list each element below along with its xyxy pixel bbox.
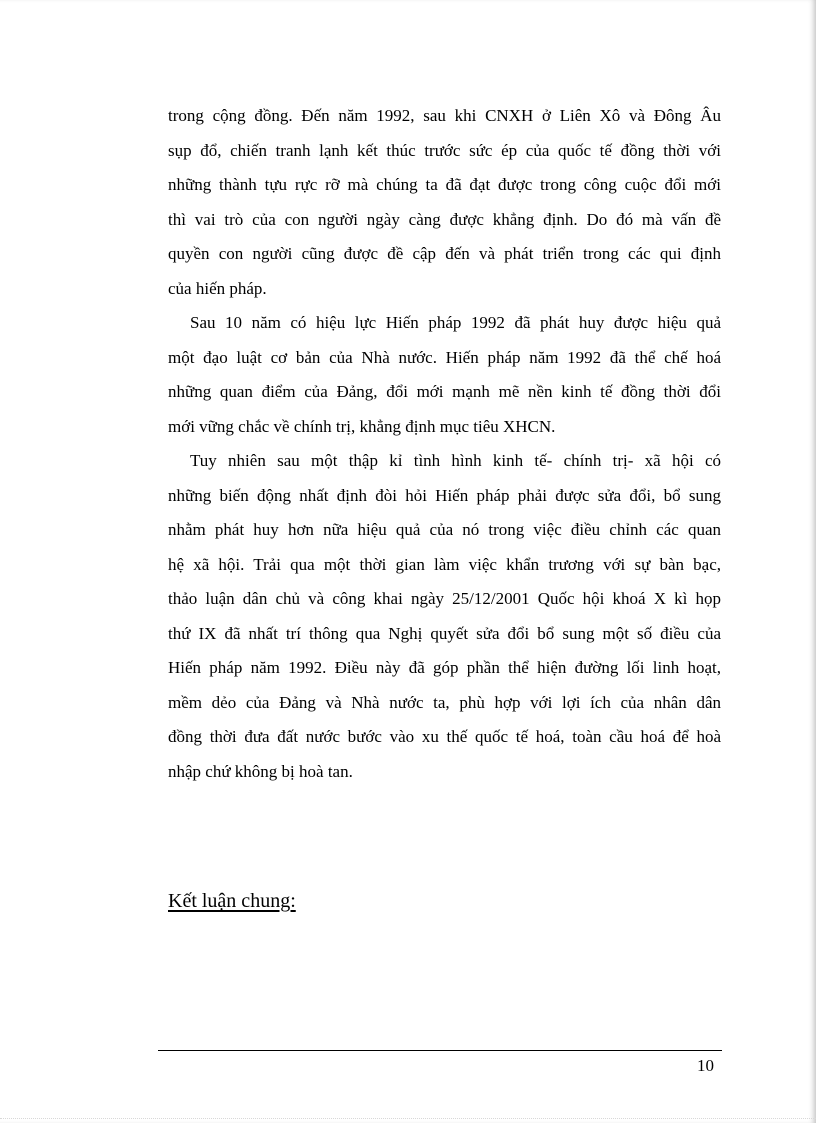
paragraph-amendment: [168, 444, 721, 789]
page-number: 10: [697, 1056, 714, 1075]
paragraph-constitution-effect: [168, 306, 721, 444]
text-line: nhập chứ không bị hoà tan.: [168, 761, 353, 781]
paragraph-continuation: [168, 99, 721, 306]
text-line: mới vững chắc về chính trị, khẳng định mục tiêu XHCN.: [168, 416, 556, 436]
text-line: của hiến pháp.: [168, 278, 267, 298]
text-line: một đạo luật cơ bản của Nhà nước. Hiến pháp năm 1992 đã thể chế hoá: [168, 347, 721, 367]
text-line: hệ xã hội. Trải qua một thời gian làm việc khẩn trương với sự bàn bạc,: [168, 554, 721, 574]
text-line: những biến động nhất định đòi hỏi Hiến pháp phải được sửa đổi, bổ sung: [168, 485, 721, 505]
text-line: nhằm phát huy hơn nữa hiệu quả của nó trong việc điều chỉnh các quan: [168, 520, 721, 539]
footer-divider: [158, 1050, 722, 1051]
text-line: Sau 10 năm có hiệu lực Hiến pháp 1992 đã phát huy được hiệu quả: [190, 313, 721, 332]
page-edge-divider: [0, 1118, 816, 1119]
text-line: Tuy nhiên sau một thập kỉ tình hình kinh tế- chính trị- xã hội có: [190, 451, 721, 470]
text-line: Hiến pháp năm 1992. Điều này đã góp phần thể hiện đường lối linh hoạt,: [168, 658, 721, 677]
text-line: đồng thời đưa đất nước bước vào xu thế quốc tế hoá, toàn cầu hoá để hoà: [168, 727, 721, 746]
text-line: thảo luận dân chủ và công khai ngày 25/12/2001 Quốc hội khoá X kì họp: [168, 589, 721, 608]
text-line: những thành tựu rực rỡ mà chúng ta đã đạt được trong công cuộc đổi mới: [168, 175, 721, 194]
text-line: những quan điểm của Đảng, đổi mới mạnh mẽ nền kinh tế đồng thời đổi: [168, 382, 721, 401]
text-line: quyền con người cũng được đề cập đến và phát triển trong các qui định: [168, 244, 721, 263]
body-text: [168, 99, 721, 789]
text-line: sụp đổ, chiến tranh lạnh kết thúc trước sức ép của quốc tế đồng thời với: [168, 140, 721, 160]
text-line: thì vai trò của con người ngày càng được khẳng định. Do đó mà vấn đề: [168, 209, 721, 229]
text-line: mềm dẻo của Đảng và Nhà nước ta, phù hợp với lợi ích của nhân dân: [168, 692, 721, 712]
section-heading: Kết luận chung:: [168, 890, 296, 912]
text-line: trong cộng đồng. Đến năm 1992, sau khi CNXH ở Liên Xô và Đông Âu: [168, 106, 721, 125]
text-line: thứ IX đã nhất trí thông qua Nghị quyết sửa đổi bổ sung một số điều của: [168, 623, 721, 643]
